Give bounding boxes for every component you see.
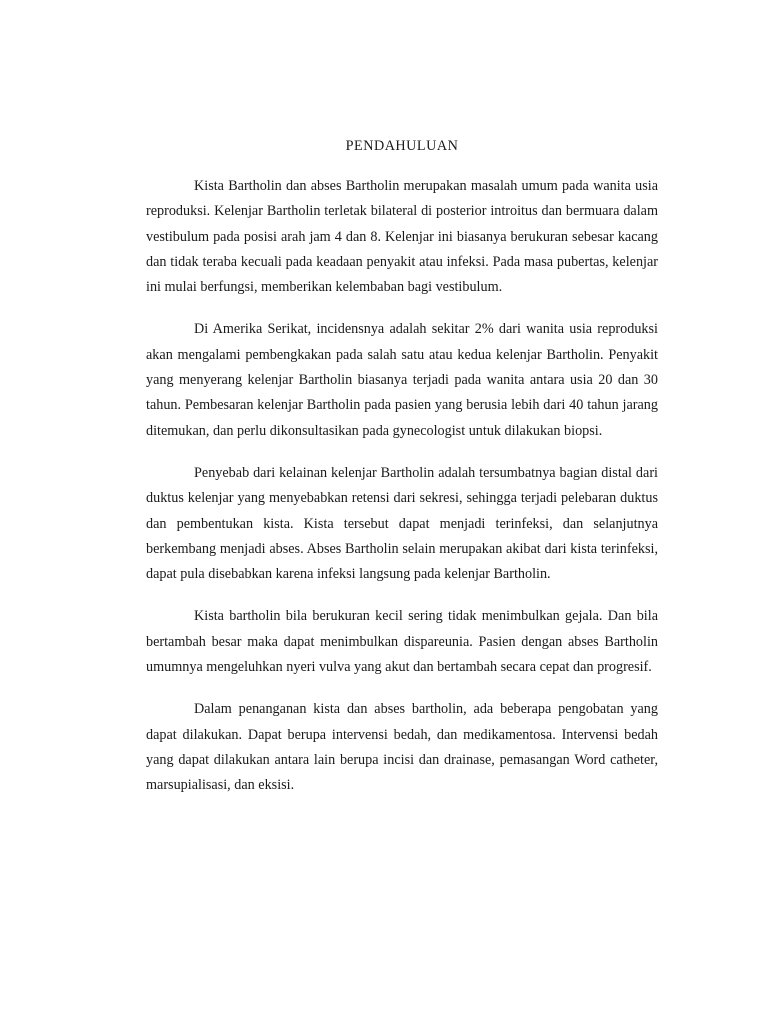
paragraph-2: Di Amerika Serikat, incidensnya adalah sekitar 2% dari wanita usia reproduksi akan mengalami pembengkakan pada salah satu atau kedua kelenjar Bartholin. Penyakit yang menyerang kelenjar Bartholin biasanya terjadi pada wanita antara usia 20 dan 30 tahun. Pembesaran kelenjar Bartholin pada pasien yang berusia lebih dari 40 tahun jarang ditemukan, dan perlu dikonsultasikan pada gynecologist untuk dilakukan biopsi.: [146, 321, 658, 439]
document-body: [146, 136, 658, 816]
paragraph-5: Dalam penanganan kista dan abses bartholin, ada beberapa pengobatan yang dapat dilakukan. Dapat berupa intervensi bedah, dan medikamentosa. Intervensi bedah yang dapat dilakukan antara lain berupa incisi dan drainase, pemasangan Word catheter, marsupialisasi, dan eksisi.: [146, 701, 658, 794]
paragraph-4: Kista bartholin bila berukuran kecil sering tidak menimbulkan gejala. Dan bila bertambah besar maka dapat menimbulkan dispareunia. Pasien dengan abses Bartholin umumnya mengeluhkan nyeri vulva yang akut dan bertambah secara cepat dan progresif.: [146, 608, 658, 676]
section-heading: PENDAHULUAN: [345, 138, 459, 154]
paragraph-3: Penyebab dari kelainan kelenjar Bartholin adalah tersumbatnya bagian distal dari duktus kelenjar yang menyebabkan retensi dari sekresi, sehingga terjadi pelebaran duktus dan pembentukan kista. Kista tersebut dapat menjadi terinfeksi, dan selanjutnya berkembang menjadi abses. Abses Bartholin selain merupakan akibat dari kista terinfeksi, dapat pula disebabkan karena infeksi langsung pada kelenjar Bartholin.: [146, 464, 658, 583]
paragraph-1: Kista Bartholin dan abses Bartholin merupakan masalah umum pada wanita usia reproduksi. Kelenjar Bartholin terletak bilateral di posterior introitus dan bermuara dalam vestibulum pada posisi arah jam 4 dan 8. Kelenjar ini biasanya berukuran sebesar kacang dan tidak teraba kecuali pada keadaan penyakit atau infeksi. Pada masa pubertas, kelenjar ini mulai berfungsi, memberikan kelembaban bagi vestibulum.: [146, 178, 658, 296]
